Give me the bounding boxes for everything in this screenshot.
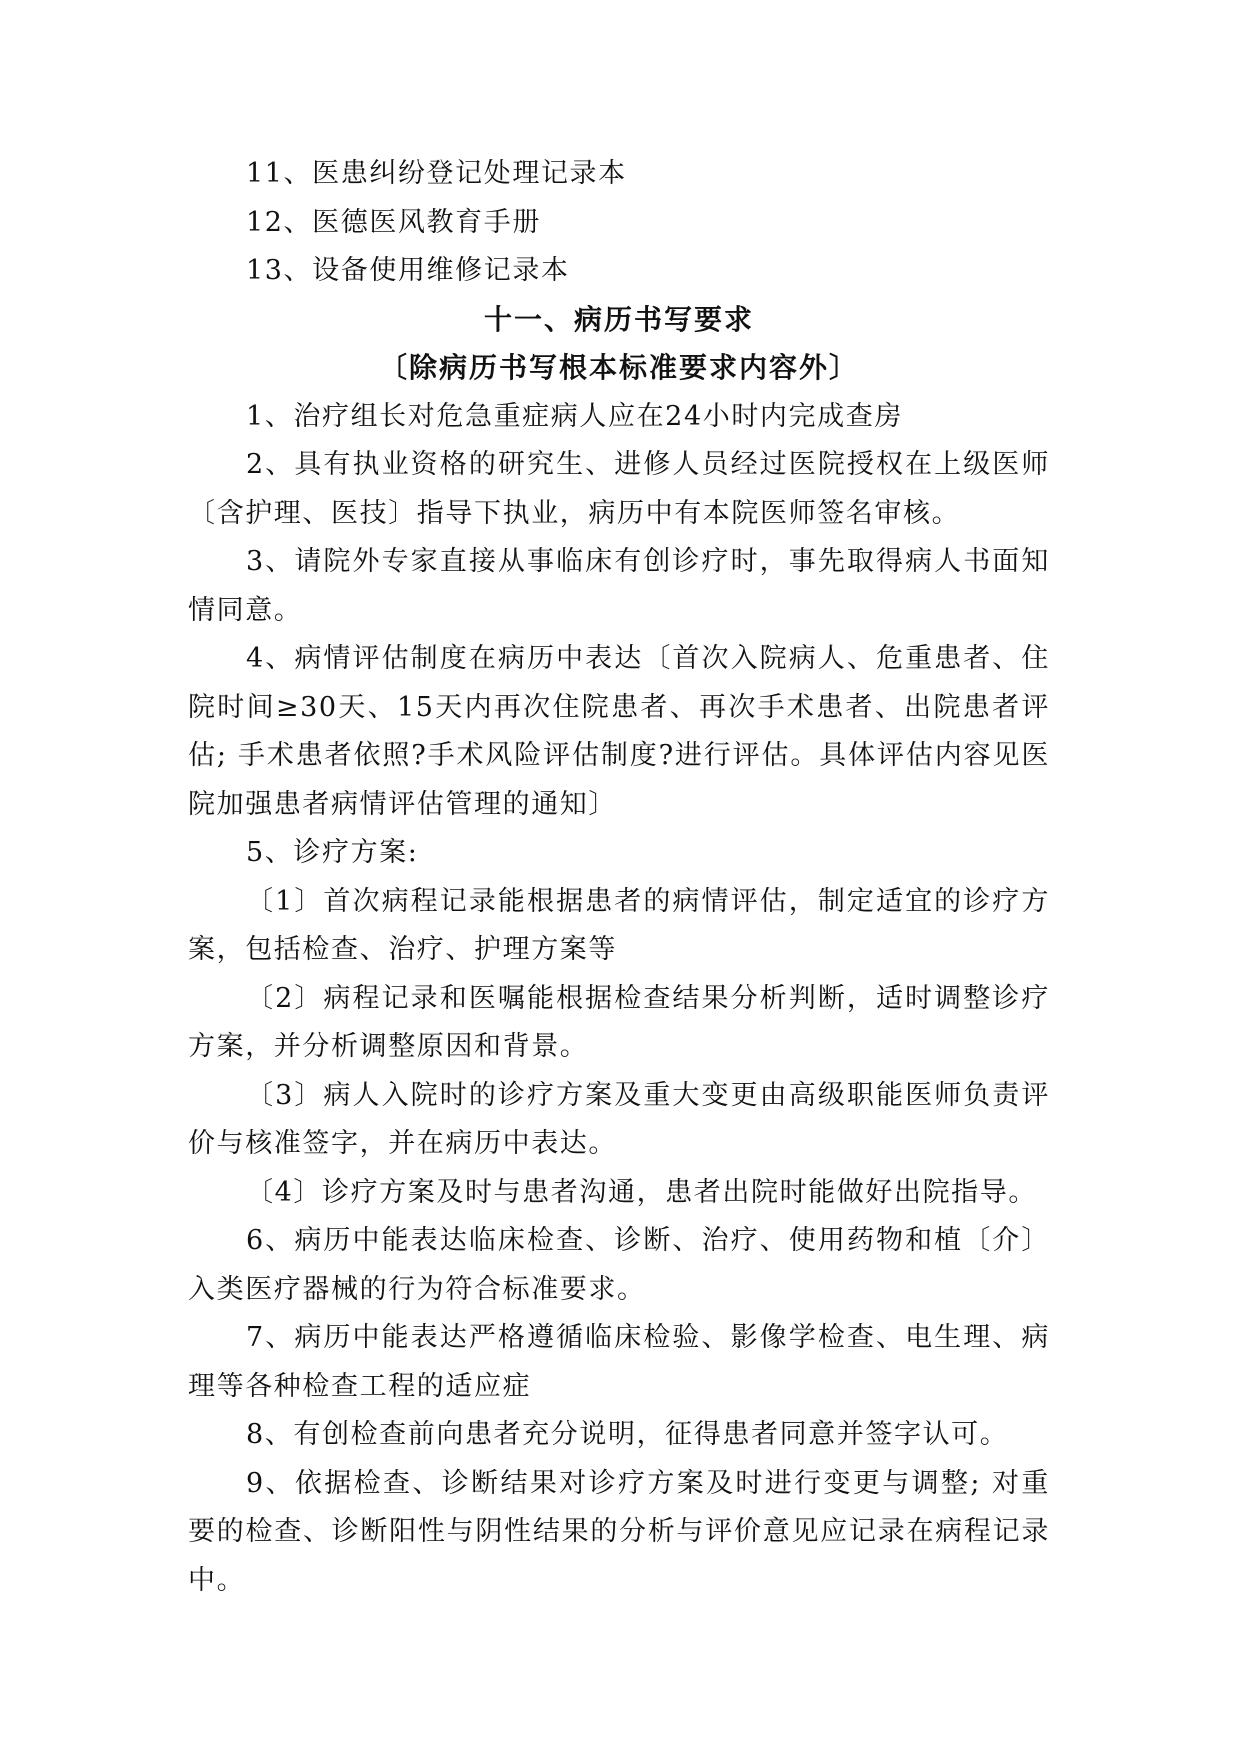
document-body	[188, 150, 1050, 1605]
paragraph-5-1: 〔1〕首次病程记录能根据患者的病情评估，制定适宜的诊疗方案，包括检查、治疗、护理方案等	[188, 885, 1050, 965]
paragraph-8: 8、有创检查前向患者充分说明，征得患者同意并签字认可。	[246, 1419, 1009, 1450]
paragraph-2: 2、具有执业资格的研究生、进修人员经过医院授权在上级医师〔含护理、医技〕指导下执业，病历中有本院医师签名审核。	[188, 449, 1050, 529]
paragraph-7: 7、病历中能表达严格遵循临床检验、影像学检查、电生理、病理等各种检查工程的适应症	[188, 1322, 1050, 1402]
paragraph-5-4: 〔4〕诊疗方案及时与患者沟通，患者出院时能做好出院指导。	[246, 1176, 1037, 1208]
section-subtitle: 〔除病历书写根本标准要求内容外〕	[378, 351, 859, 384]
list-item: 11、医患纠纷登记处理记录本	[246, 158, 627, 189]
paragraph-5-3: 〔3〕病人入院时的诊疗方案及重大变更由高级职能医师负责评价与核准签字，并在病历中表达。	[188, 1079, 1050, 1159]
list-item: 13、设备使用维修记录本	[246, 255, 570, 286]
paragraph-5-2: 〔2〕病程记录和医嘱能根据检查结果分析判断，适时调整诊疗方案，并分析调整原因和背景。	[188, 982, 1050, 1062]
paragraph-3: 3、请院外专家直接从事临床有创诊疗时，事先取得病人书面知情同意。	[188, 546, 1050, 626]
paragraph-1: 1、治疗组长对危急重症病人应在24小时内完成查房	[246, 400, 903, 432]
section-title: 十一、病历书写要求	[483, 302, 754, 336]
paragraph-6: 6、病历中能表达临床检查、诊断、治疗、使用药物和植〔介〕入类医疗器械的行为符合标准要求。	[188, 1225, 1050, 1305]
paragraph-9: 9、依据检查、诊断结果对诊疗方案及时进行变更与调整; 对重要的检查、诊断阳性与阴性结果的分析与评价意见应记录在病程记录中。	[188, 1467, 1050, 1596]
paragraph-5: 5、诊疗方案:	[246, 837, 419, 868]
list-item: 12、医德医风教育手册	[246, 206, 541, 238]
paragraph-4: 4、病情评估制度在病历中表达〔首次入院病人、危重患者、住院时间≥30天、15天内再次住院患者、再次手术患者、出院患者评估; 手术患者依照?手术风险评估制度?进行评估。具体评估内容见医院加强患者病情评估管理的通知〕	[188, 643, 1050, 820]
